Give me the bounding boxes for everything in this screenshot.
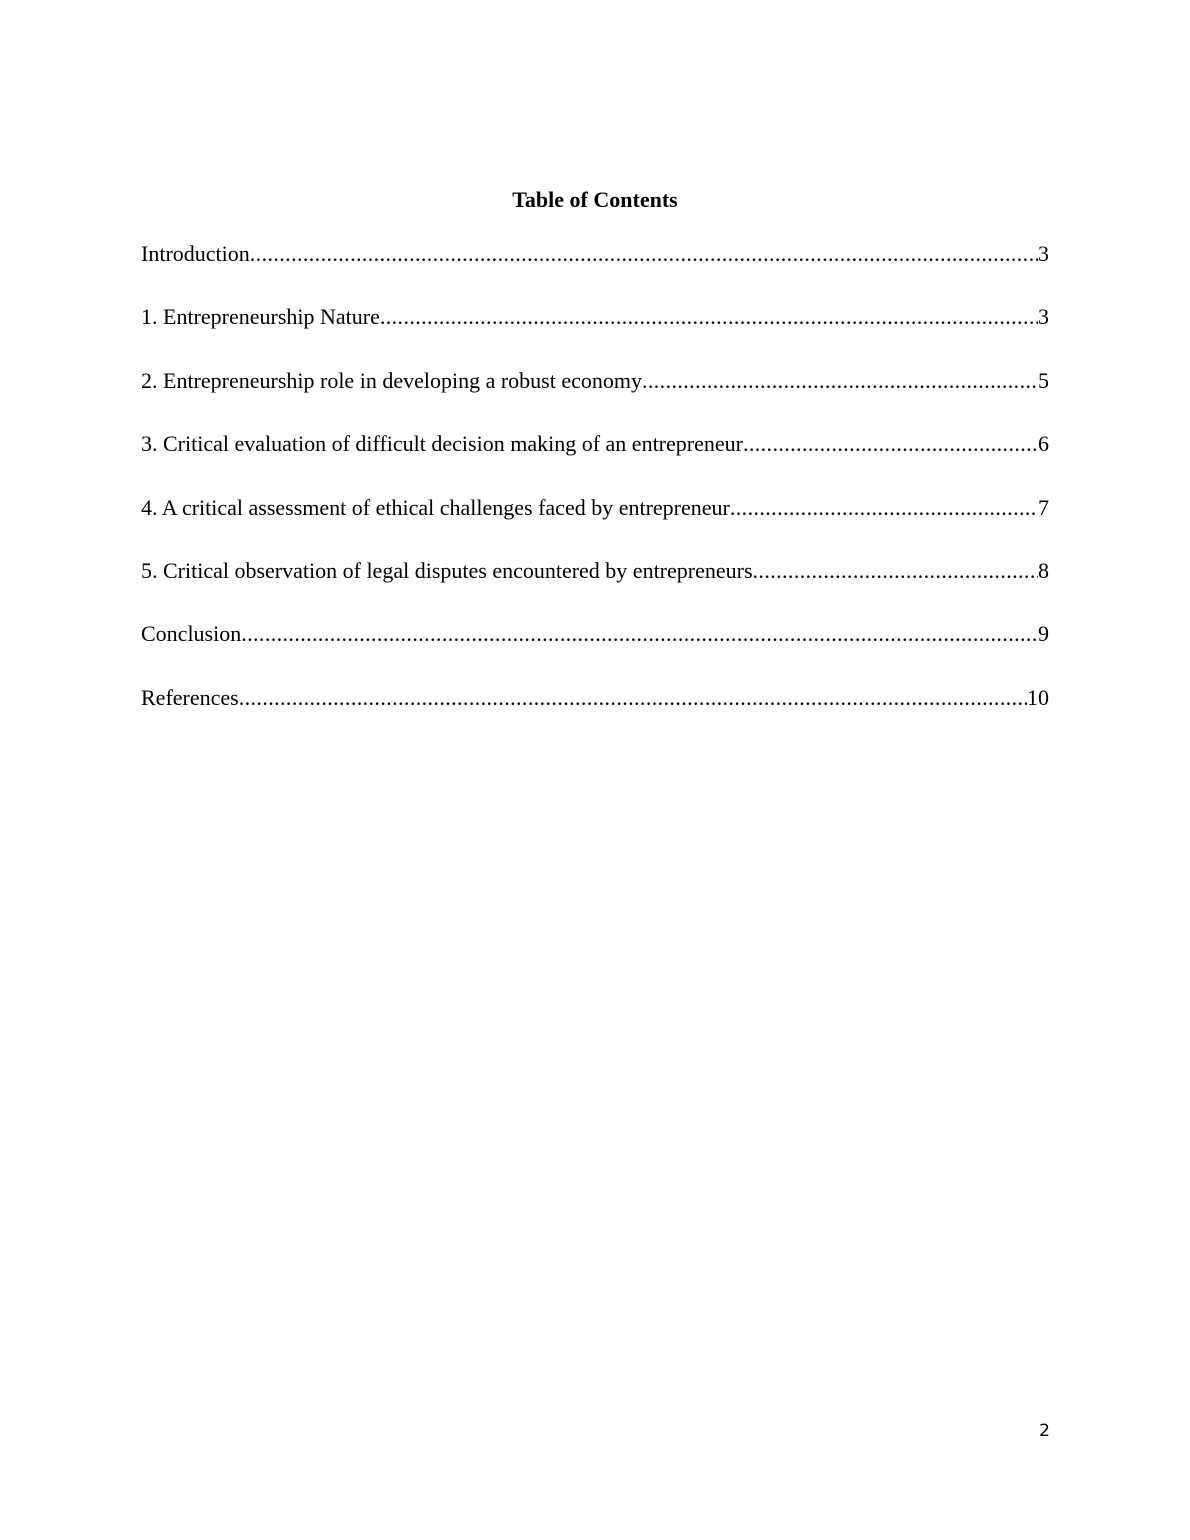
toc-entry-page: 3: [1038, 241, 1049, 266]
toc-entry-entrepreneurship-nature[interactable]: [141, 303, 1049, 366]
toc-entry-page: 10: [1027, 684, 1049, 710]
toc-entry-page: 3: [1038, 304, 1049, 330]
toc-entry-references[interactable]: [141, 684, 1049, 747]
toc-entry-label: 1. Entrepreneurship Nature: [141, 304, 380, 330]
toc-entry-entrepreneurship-role[interactable]: [141, 367, 1049, 430]
toc-dot-leader: [642, 367, 1038, 395]
toc-entry-introduction[interactable]: [141, 240, 1049, 303]
toc-entry-label: 2. Entrepreneurship role in developing a robust economy: [141, 367, 642, 393]
toc-entry-page: 5: [1038, 367, 1049, 393]
toc-entry-conclusion[interactable]: [141, 620, 1049, 683]
toc-entry-label: Conclusion: [141, 621, 242, 647]
toc-dot-leader: [241, 620, 1038, 648]
toc-dot-leader: [743, 430, 1038, 458]
toc-dot-leader: [753, 557, 1038, 585]
toc-entry-page: 8: [1038, 557, 1049, 583]
toc-title: Table of Contents: [512, 187, 678, 212]
toc-entry-label: Introduction: [141, 241, 250, 266]
toc-entry-legal-disputes[interactable]: [141, 557, 1049, 620]
toc-list: [141, 240, 1049, 747]
toc-entry-ethical-challenges[interactable]: [141, 494, 1049, 557]
toc-dot-leader: [250, 240, 1038, 268]
toc-entry-label: 5. Critical observation of legal disputes encountered by entrepreneurs: [141, 557, 753, 583]
toc-entry-label: 3. Critical evaluation of difficult decision making of an entrepreneur: [141, 431, 743, 457]
toc-entry-label: References: [141, 684, 239, 710]
page-number: 2: [1039, 1421, 1050, 1441]
toc-dot-leader: [730, 494, 1038, 522]
toc-entry-page: 7: [1038, 494, 1049, 520]
toc-entry-decision-making[interactable]: [141, 430, 1049, 493]
toc-dot-leader: [380, 303, 1038, 331]
toc-entry-label: 4. A critical assessment of ethical challenges faced by entrepreneur: [141, 494, 730, 520]
toc-dot-leader: [239, 684, 1027, 712]
toc-entry-page: 6: [1038, 431, 1049, 457]
toc-entry-page: 9: [1038, 621, 1049, 647]
